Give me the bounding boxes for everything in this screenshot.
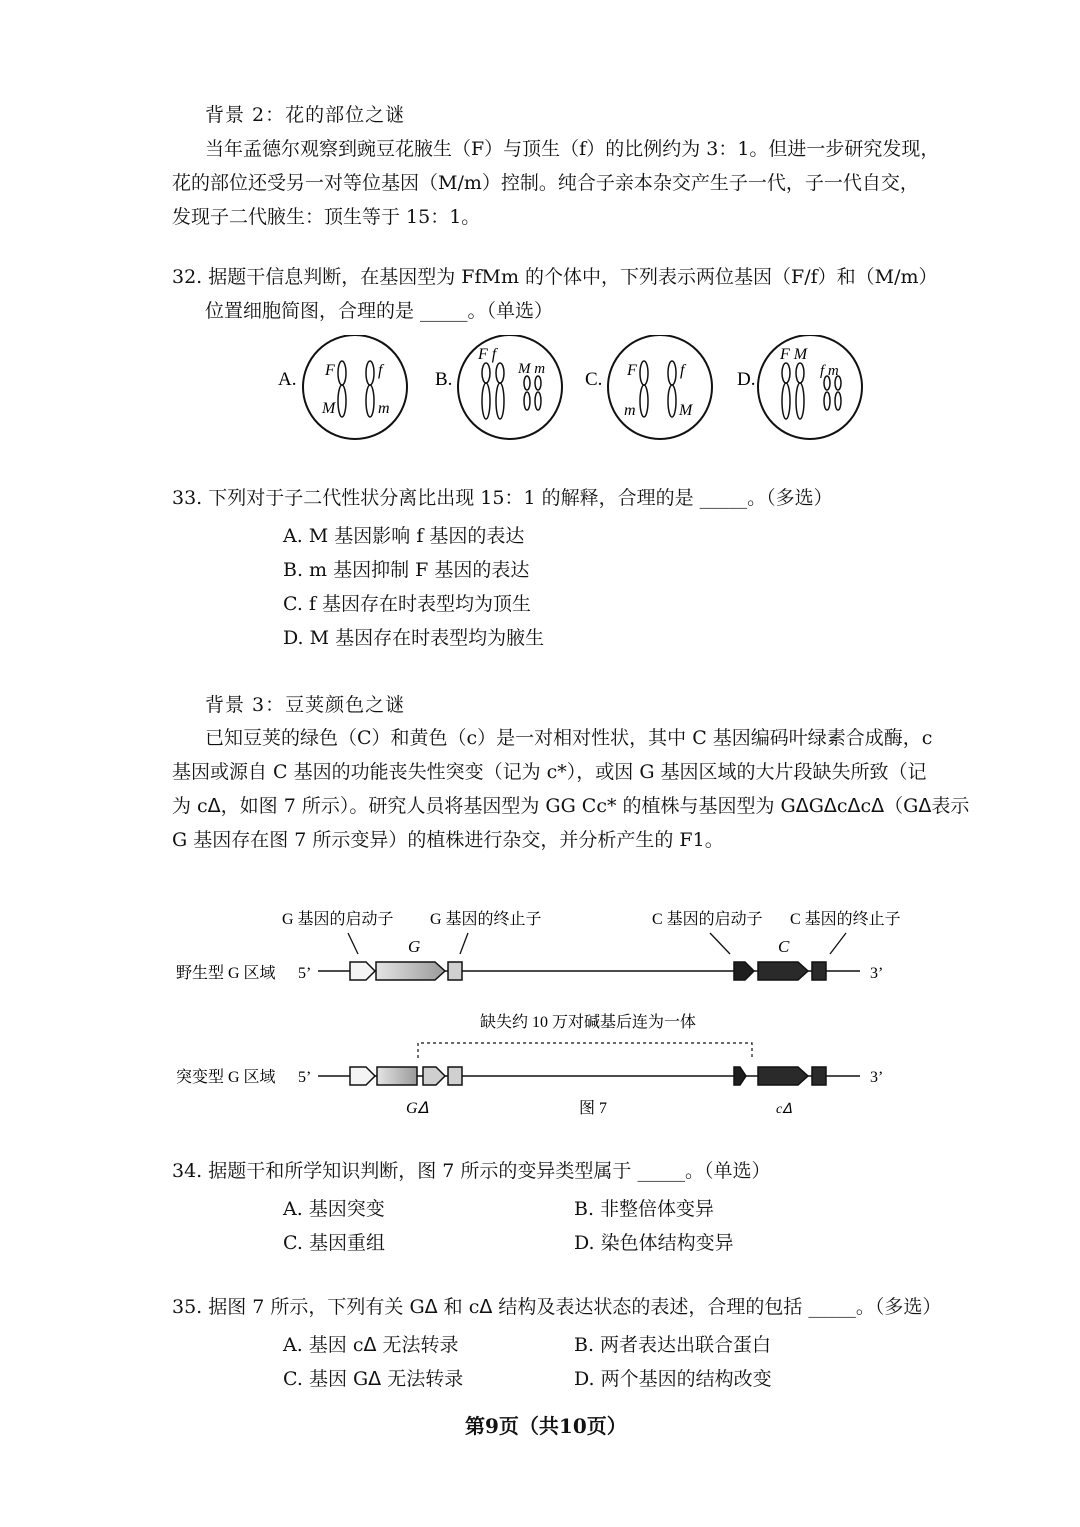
- deletion-bracket: [418, 1043, 752, 1058]
- q32-c-bl: m: [624, 402, 636, 419]
- q32-a-br: m: [378, 400, 390, 417]
- q32-b-tr: M m: [518, 361, 546, 377]
- q32-stem-line2: 位置细胞简图，合理的是 _____。（单选）: [205, 300, 554, 322]
- c-gene-label: C: [778, 937, 790, 956]
- q35-stem: 35. 据图 7 所示，下列有关 Gᐃ 和 cᐃ 结构及表达状态的表述，合理的包括 _____。（多选）: [172, 1296, 942, 1318]
- mutant-three-prime: 3’: [870, 1069, 884, 1086]
- mutant-g-promoter: [350, 1067, 375, 1085]
- wild-c-promoter: [734, 962, 754, 980]
- q34-option-b: B. 非整倍体变异: [574, 1198, 715, 1220]
- q32-stem-line1: 32. 据题干信息判断，在基因型为 FfMm 的个体中，下列表示两位基因（F/f）和（M/m）: [172, 266, 938, 288]
- q32-option-d-cell: [758, 335, 862, 439]
- q32-option-a-cell: [303, 335, 407, 439]
- q32-option-d-label: D.: [737, 369, 756, 390]
- q33-option-b: B. m 基因抑制 F 基因的表达: [283, 559, 530, 581]
- c-terminator-pointer: [830, 933, 846, 954]
- q32-option-c-cell: [608, 335, 712, 439]
- q32-a-bl: M: [322, 400, 336, 417]
- c-promoter-label: C 基因的启动子: [652, 911, 763, 928]
- wild-c-terminator: [812, 962, 826, 980]
- background2-line-1: 当年孟德尔观察到豌豆花腋生（F）与顶生（f）的比例约为 3：1。但进一步研究发现，: [205, 138, 940, 160]
- wild-c-gene: [758, 962, 808, 980]
- q34-stem: 34. 据题干和所学知识判断，图 7 所示的变异类型属于 _____。（单选）: [172, 1160, 771, 1182]
- q33-option-a: A. M 基因影响 f 基因的表达: [283, 525, 525, 547]
- background2-heading: 背景 2：花的部位之谜: [205, 104, 406, 126]
- q32-cell-diagrams: [270, 335, 880, 445]
- background3-line-2: 基因或源自 C 基因的功能丧失性突变（记为 c*），或因 G 基因区域的大片段缺失所致（记: [172, 761, 927, 783]
- q32-option-b-cell: [458, 335, 562, 439]
- q32-a-tl: F: [325, 362, 335, 379]
- figure-7-caption: 图 7: [579, 1100, 608, 1117]
- mutant-g-terminator: [448, 1067, 462, 1085]
- q34-option-c: C. 基因重组: [283, 1232, 385, 1254]
- q32-d-tr: f m: [820, 363, 839, 379]
- mutant-c-terminator: [812, 1067, 826, 1085]
- q35-option-a: A. 基因 cᐃ 无法转录: [283, 1334, 459, 1356]
- background2-line-2: 花的部位还受另一对等位基因（M/m）控制。纯合子亲本杂交产生子一代，子一代自交，: [172, 172, 919, 194]
- background2-line-3: 发现子二代腋生：顶生等于 15：1。: [172, 206, 481, 228]
- q32-c-tl: F: [627, 362, 637, 379]
- q35-option-d: D. 两个基因的结构改变: [574, 1368, 772, 1390]
- mutant-g-gene-fragment: [377, 1067, 417, 1085]
- g-promoter-label: G 基因的启动子: [282, 911, 394, 928]
- deletion-note: 缺失约 10 万对碱基后连为一体: [480, 1014, 697, 1031]
- wild-five-prime: 5’: [298, 965, 312, 982]
- q34-option-a: A. 基因突变: [283, 1198, 385, 1220]
- q32-a-tr: f: [378, 362, 383, 379]
- mutant-five-prime: 5’: [298, 1069, 312, 1086]
- background3-heading: 背景 3：豆荚颜色之谜: [205, 694, 406, 716]
- figure-7: [170, 900, 910, 1125]
- q35-option-b: B. 两者表达出联合蛋白: [574, 1334, 772, 1356]
- q32-option-a-chromosomes: [338, 361, 374, 417]
- g-promoter-pointer: [348, 933, 358, 954]
- c-delta-label: cᐃ: [776, 1102, 792, 1117]
- q32-c-tr: f: [680, 362, 685, 379]
- q32-option-a-label: A.: [278, 369, 297, 390]
- mutant-c-gene: [758, 1067, 808, 1085]
- g-terminator-pointer: [460, 933, 468, 954]
- wild-type-label: 野生型 G 区域: [176, 965, 276, 982]
- wild-g-promoter: [350, 962, 375, 980]
- c-terminator-label: C 基因的终止子: [790, 911, 901, 928]
- background3-line-1: 已知豆荚的绿色（C）和黄色（c）是一对相对性状，其中 C 基因编码叶绿素合成酶，c: [205, 727, 933, 749]
- q35-option-c: C. 基因 Gᐃ 无法转录: [283, 1368, 464, 1390]
- background3-line-3: 为 cᐃ，如图 7 所示）。研究人员将基因型为 GG Cc* 的植株与基因型为 GᐃGᐃcᐃcᐃ（Gᐃ表示: [172, 795, 970, 817]
- mutant-type-label: 突变型 G 区域: [176, 1069, 276, 1086]
- g-delta-label: Gᐃ: [406, 1100, 429, 1117]
- q33-option-d: D. M 基因存在时表型均为腋生: [283, 627, 545, 649]
- background3-line-4: G 基因存在图 7 所示变异）的植株进行杂交，并分析产生的 F1。: [172, 829, 724, 851]
- q33-stem: 33. 下列对于子二代性状分离比出现 15：1 的解释，合理的是 _____。（多选）: [172, 487, 833, 509]
- q32-option-c-label: C.: [585, 369, 603, 390]
- c-promoter-pointer: [710, 933, 730, 954]
- g-gene-label: G: [408, 937, 421, 956]
- q32-b-tl: F f: [478, 346, 497, 363]
- q32-d-tl: F M: [780, 346, 808, 363]
- g-terminator-label: G 基因的终止子: [430, 911, 542, 928]
- wild-g-gene: [376, 962, 445, 980]
- wild-three-prime: 3’: [870, 965, 884, 982]
- mutant-c-promoter-fragment: [734, 1067, 746, 1085]
- wild-g-terminator: [448, 962, 462, 980]
- q34-option-d: D. 染色体结构变异: [574, 1232, 734, 1254]
- q32-option-b-label: B.: [435, 369, 453, 390]
- q33-option-c: C. f 基因存在时表型均为顶生: [283, 593, 532, 615]
- page-footer: 第9页（共10页）: [465, 1414, 627, 1438]
- q32-c-br: M: [679, 402, 693, 419]
- q32-option-c-chromosomes: [640, 361, 676, 417]
- mutant-g-gene-joined: [423, 1067, 445, 1085]
